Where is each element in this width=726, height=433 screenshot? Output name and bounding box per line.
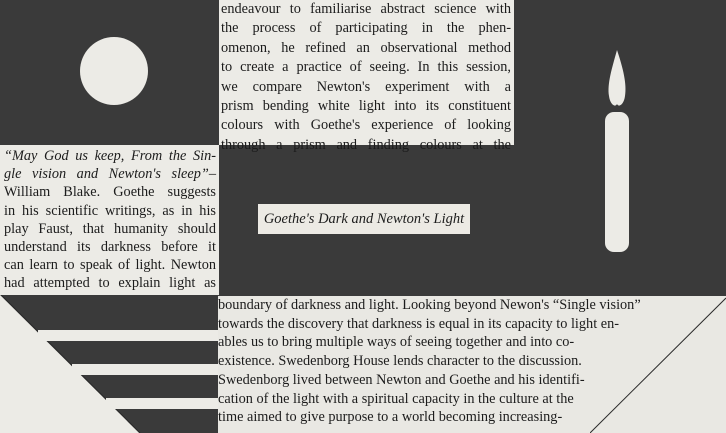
text-line: boundary of darkness and light. Looking beyond Newon's “Single vision” (218, 297, 641, 313)
left-paragraph-box (0, 145, 219, 295)
bottom-paragraph-box (216, 295, 726, 433)
candle-icon (595, 46, 639, 256)
text-line: prism bending white light into its constituent (221, 98, 511, 115)
text-line: understand its darkness before it (4, 239, 216, 256)
text-line: ables us to bring multiple ways of seeing together and into co- (218, 334, 575, 351)
quote-line: “May God us keep, From the Sin- (4, 148, 216, 164)
bottom-paragraph (218, 296, 726, 427)
top-paragraph (221, 0, 511, 155)
quote-line: gle vision and Newton's sleep”– (4, 166, 216, 183)
text-line: in his scientific writings, as in his (4, 202, 216, 219)
left-paragraph (4, 147, 216, 293)
text-line: cation of the light with a spiritual capacity in the culture at the (218, 390, 574, 407)
text-line: play Faust, that humanity should (4, 220, 216, 237)
top-paragraph-box (219, 0, 514, 153)
text-line: we compare Newton's experiment with a (221, 78, 511, 95)
text-line: existence. Swedenborg House lends character to the discussion. (218, 353, 582, 370)
text-line: colours with Goethe's experience of looking (221, 117, 511, 134)
text-line: the process of participating in the phen- (221, 20, 511, 37)
text-line: had attempted to explain light as (4, 275, 216, 292)
text-line: endeavour to familiarise abstract science with (221, 1, 511, 17)
text-line: to create a practice of seeing. In this session, (221, 59, 511, 76)
text-line: Swedenborg lived between Newton and Goethe and his identifi- (218, 371, 585, 388)
moon-icon (78, 36, 150, 108)
text-line: through a prism and finding colours at the (221, 136, 511, 153)
striped-triangle-illustration (0, 294, 218, 433)
text-line: omenon, he refined an observational method (221, 39, 511, 56)
title-caption: Goethe's Dark and Newton's Light (263, 210, 465, 227)
text-line: William Blake. Goethe suggests (4, 184, 216, 201)
text-line: time aimed to give purpose to a world becoming increasing- (218, 409, 563, 426)
title-caption-box (258, 204, 470, 234)
text-line: towards the discovery that darkness is equal in its capacity to light en- (218, 315, 620, 332)
text-line: can learn to speak of light. Newton (4, 257, 216, 274)
